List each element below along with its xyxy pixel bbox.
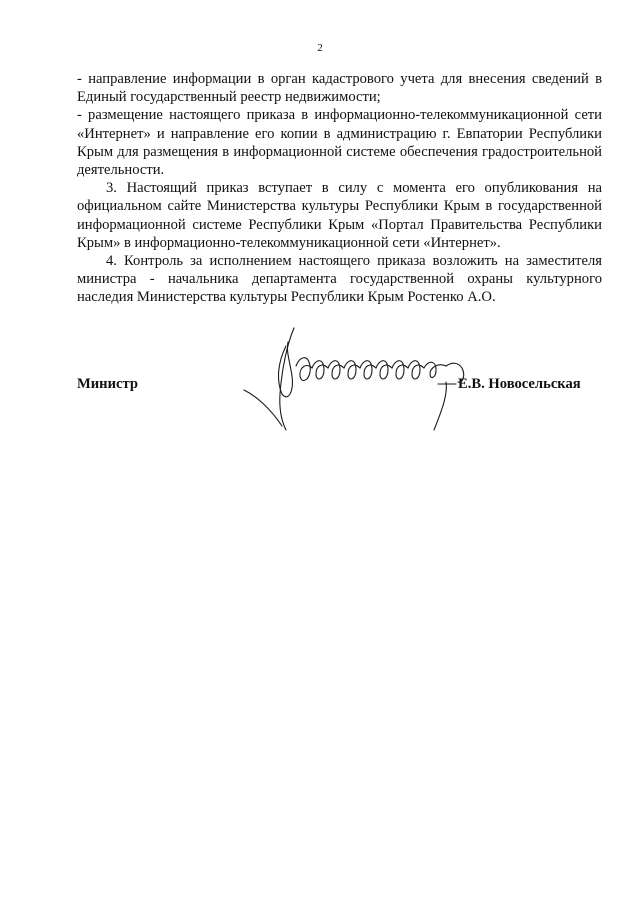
handwritten-signature (242, 322, 482, 434)
signer-title: Министр (77, 376, 138, 392)
document-body (77, 70, 602, 307)
paragraph-effective-date: 3. Настоящий приказ вступает в силу с момента его опубликования на официальном сайте Министерства культуры Республики Крым в государственной информационной системе Республики Крым «Портал Правительства Республики Крым» в информационно-телекоммуникационной сети «Интернет». (77, 180, 602, 251)
paragraph-internet-placement: - размещение настоящего приказа в информационно-телекоммуникационной сети «Интернет» и направление его копии в администрацию г. Евпатории Республики Крым для размещения в информационной системе обеспечения градостроительной деятельности. (77, 107, 602, 179)
paragraph-control: 4. Контроль за исполнением настоящего приказа возложить на заместителя министра - начальника департамента государственной охраны культурного наследия Министерства культуры Республики Крым Ростенко А.О. (77, 253, 602, 306)
page-number: 2 (317, 42, 323, 54)
signer-name: Е.В. Новосельская (458, 376, 581, 392)
paragraph-cadastral-info: - направление информации в орган кадастрового учета для внесения сведений в Единый государственный реестр недвижимости; (77, 71, 602, 106)
